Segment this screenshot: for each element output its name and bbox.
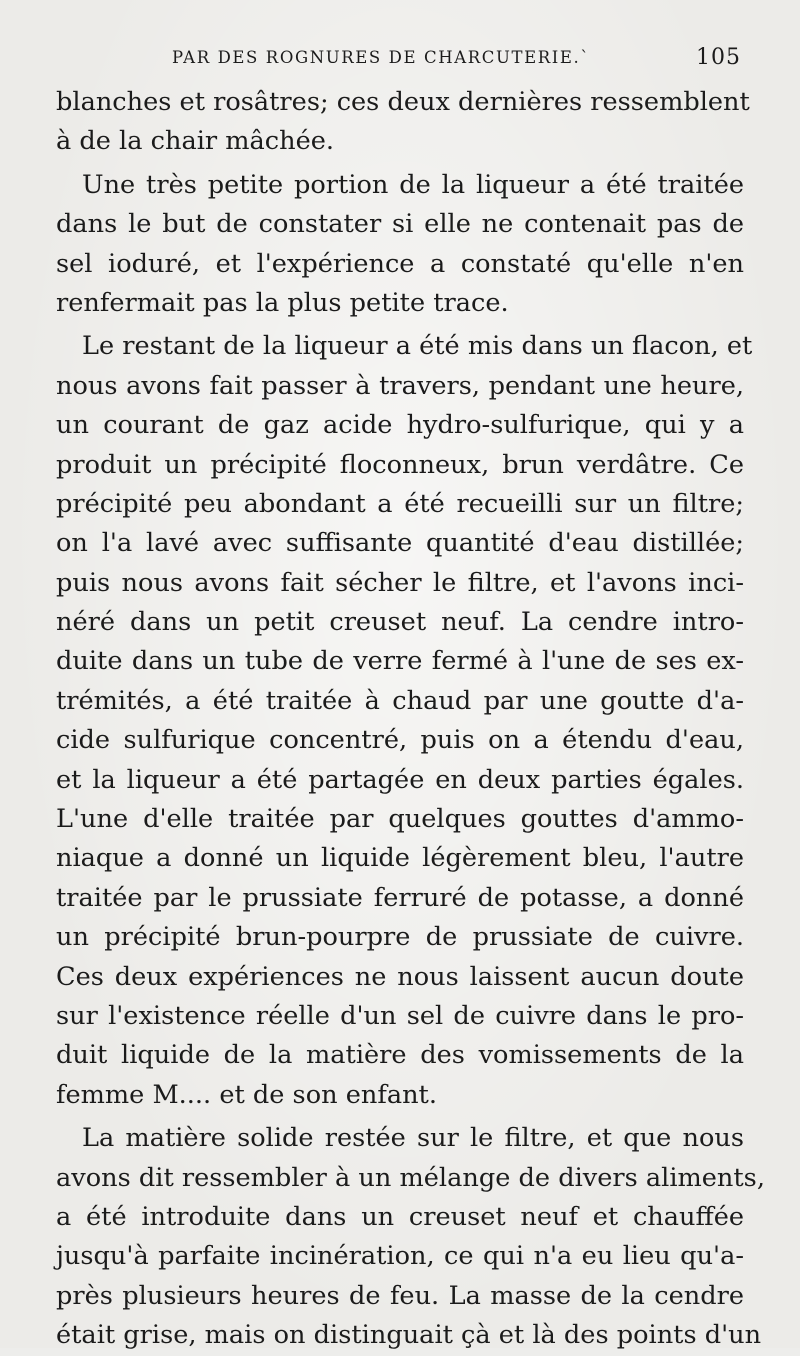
text-line: sur l'existence réelle d'un sel de cuivre dans le pro- (56, 1000, 744, 1031)
text-line: niaque a donné un liquide légèrement bleu, l'autre (56, 843, 744, 874)
text-line: avons dit ressembler à un mélange de divers aliments, (56, 1162, 765, 1193)
text-line: trémités, a été traitée à chaud par une goutte d'a- (56, 685, 744, 716)
text-line: près plusieurs heures de feu. La masse de la cendre (56, 1280, 744, 1311)
text-line: duit liquide de la matière des vomissements de la (56, 1040, 744, 1071)
paragraph (56, 327, 753, 1115)
text-line: était grise, mais on distinguait çà et là des points d'un (56, 1320, 762, 1351)
text-line: on l'a lavé avec suffisante quantité d'eau distillée; (56, 528, 744, 559)
text-line: Ces deux expériences ne nous laissent aucun doute (56, 961, 744, 992)
text-line: renfermait pas la plus petite trace. (56, 287, 509, 318)
paragraph (56, 83, 750, 162)
text-line: à de la chair mâchée. (56, 126, 335, 157)
text-line: traitée par le prussiate ferruré de potasse, a donné (56, 882, 744, 913)
text-line: duite dans un tube de verre fermé à l'une de ses ex- (56, 646, 744, 677)
text-line: sel ioduré, et l'expérience a constaté qu'elle n'en (56, 248, 744, 279)
text-line: Une très petite portion de la liqueur a été traitée (82, 169, 744, 200)
page-header (0, 44, 800, 74)
body-text (56, 83, 765, 1356)
text-line: La matière solide restée sur le filtre, et que nous (82, 1123, 744, 1154)
text-line: néré dans un petit creuset neuf. La cendre intro- (56, 607, 744, 638)
text-line: Le restant de la liqueur a été mis dans un flacon, et (82, 331, 753, 362)
text-line: un précipité brun-pourpre de prussiate de cuivre. (56, 922, 744, 953)
text-line: puis nous avons fait sécher le filtre, et l'avons inci- (56, 567, 744, 598)
paragraph (56, 1119, 765, 1355)
text-line: jusqu'à parfaite incinération, ce qui n'a eu lieu qu'a- (56, 1241, 744, 1272)
text-line: nous avons fait passer à travers, pendant une heure, (56, 370, 744, 401)
text-line: dans le but de constater si elle ne contenait pas de (56, 209, 744, 240)
text-line: cide sulfurique concentré, puis on a étendu d'eau, (56, 725, 744, 756)
running-head: PAR DES ROGNURES DE CHARCUTERIE.` (172, 48, 591, 67)
text-line: a été introduite dans un creuset neuf et chauffée (56, 1201, 744, 1232)
paragraph (56, 166, 744, 324)
text-line: produit un précipité floconneux, brun verdâtre. Ce (56, 449, 744, 480)
text-line: L'une d'elle traitée par quelques gouttes d'ammo- (56, 804, 744, 835)
text-line: femme M.... et de son enfant. (56, 1079, 437, 1110)
text-line: un courant de gaz acide hydro-sulfurique, qui y a (56, 410, 744, 441)
text-line: et la liqueur a été partagée en deux parties égales. (56, 764, 744, 795)
text-line: précipité peu abondant a été recueilli sur un filtre; (56, 488, 744, 519)
page-number: 105 (696, 45, 741, 70)
text-line: blanches et rosâtres; ces deux dernières ressemblent (56, 87, 750, 117)
